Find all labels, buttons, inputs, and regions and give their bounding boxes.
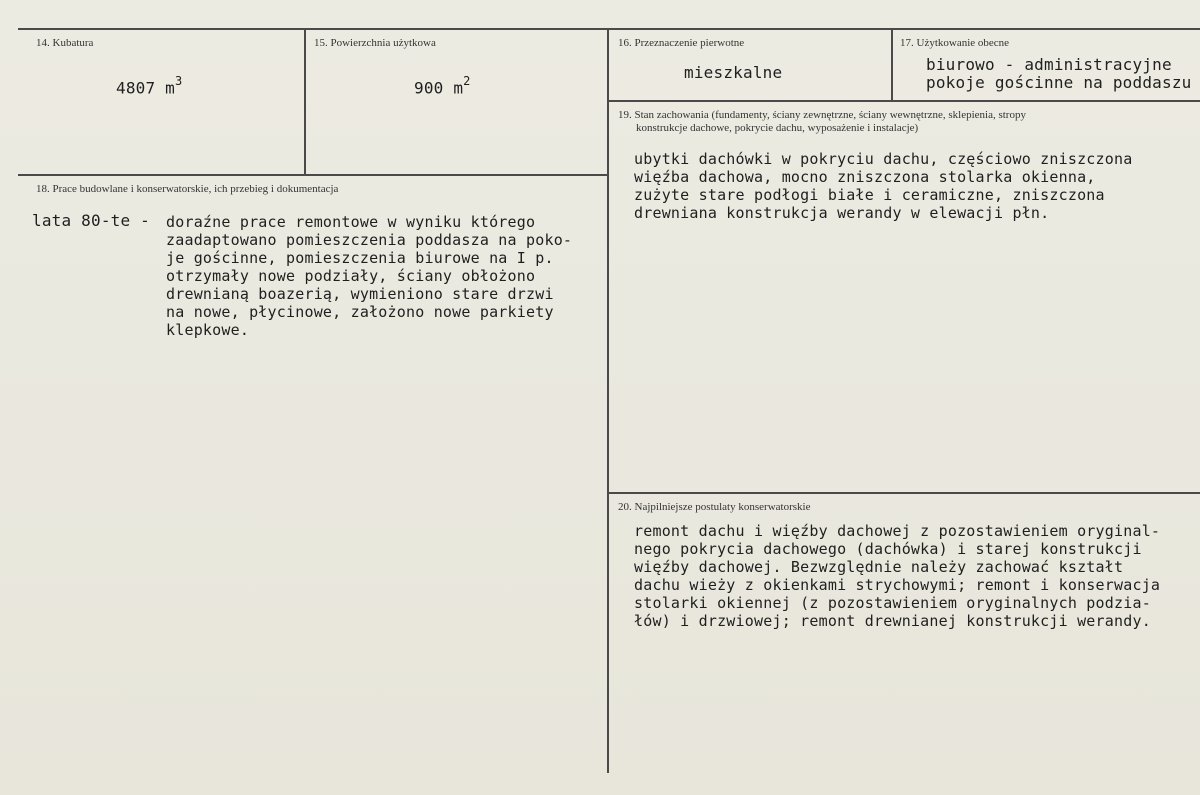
field-19-line-3: zużyte stare podłogi białe i ceramiczne, zniszczona bbox=[634, 186, 1105, 204]
divider-main bbox=[607, 28, 609, 773]
field-18-line-1: doraźne prace remontowe w wyniku którego bbox=[166, 213, 536, 231]
field-18-line-4: otrzymały nowe podziały, ściany obłożono bbox=[166, 267, 536, 285]
field-20-line-4: dachu wieży z okienkami strychowymi; remont i konserwacja bbox=[634, 576, 1161, 594]
field-20-line-3: więźby dachowej. Bezwzględnie należy zachować kształt bbox=[634, 558, 1124, 576]
field-18-period: lata 80-te - bbox=[32, 211, 150, 230]
field-20-line-2: nego pokrycia dachowego (dachówka) i starej konstrukcji bbox=[634, 540, 1142, 558]
field-20-line-1: remont dachu i więźby dachowej z pozostawieniem oryginal- bbox=[634, 522, 1161, 540]
field-16-value: mieszkalne bbox=[684, 63, 783, 82]
divider-below-14-15 bbox=[18, 174, 607, 176]
field-20-line-6: łów) i drzwiowej; remont drewnianej konstrukcji werandy. bbox=[634, 612, 1151, 630]
divider-14-15 bbox=[304, 28, 306, 174]
divider-above-20 bbox=[607, 492, 1200, 494]
field-19-line-2: więźba dachowa, mocno zniszczona stolarka okienna, bbox=[634, 168, 1096, 186]
field-20-line-5: stolarki okiennej (z pozostawieniem oryginalnych podzia- bbox=[634, 594, 1151, 612]
field-19-label-line-2: konstrukcje dachowe, pokrycie dachu, wyposażenie i instalacje) bbox=[636, 122, 919, 134]
field-14-label: 14. Kubatura bbox=[36, 37, 94, 49]
field-16-label: 16. Przeznaczenie pierwotne bbox=[618, 37, 745, 49]
field-15-label: 15. Powierzchnia użytkowa bbox=[314, 37, 436, 49]
field-19-line-4: drewniana konstrukcja werandy w elewacji płn. bbox=[634, 204, 1050, 222]
field-18-line-7: klepkowe. bbox=[166, 321, 250, 339]
field-18-line-3: je gościnne, pomieszczenia biurowe na I p. bbox=[166, 249, 554, 267]
field-15-value: 900 $m^2$ bbox=[414, 74, 471, 98]
field-20-label: 20. Najpilniejsze postulaty konserwatorskie bbox=[618, 501, 811, 513]
field-14-value: 4807 $m^3$ bbox=[116, 74, 183, 98]
top-border bbox=[18, 28, 1200, 30]
field-18-line-6: na nowe, płycinowe, założono nowe parkiety bbox=[166, 303, 554, 321]
field-17-line-2: pokoje gościnne na poddaszu bbox=[926, 73, 1192, 92]
field-17-line-1: biurowo - administracyjne bbox=[926, 55, 1172, 74]
field-18-label: 18. Prace budowlane i konserwatorskie, ich przebieg i dokumentacja bbox=[36, 183, 339, 195]
field-18-line-2: zaadaptowano pomieszczenia poddasza na poko- bbox=[166, 231, 573, 249]
divider-below-16-17 bbox=[607, 100, 1200, 102]
field-19-label-line-1: 19. Stan zachowania (fundamenty, ściany zewnętrzne, ściany wewnętrzne, sklepienia, stropy bbox=[618, 109, 1026, 121]
field-19-line-1: ubytki dachówki w pokryciu dachu, częściowo zniszczona bbox=[634, 150, 1133, 168]
field-17-label: 17. Użytkowanie obecne bbox=[900, 37, 1010, 49]
divider-16-17 bbox=[891, 28, 893, 100]
field-18-line-5: drewnianą boazerią, wymieniono stare drzwi bbox=[166, 285, 554, 303]
